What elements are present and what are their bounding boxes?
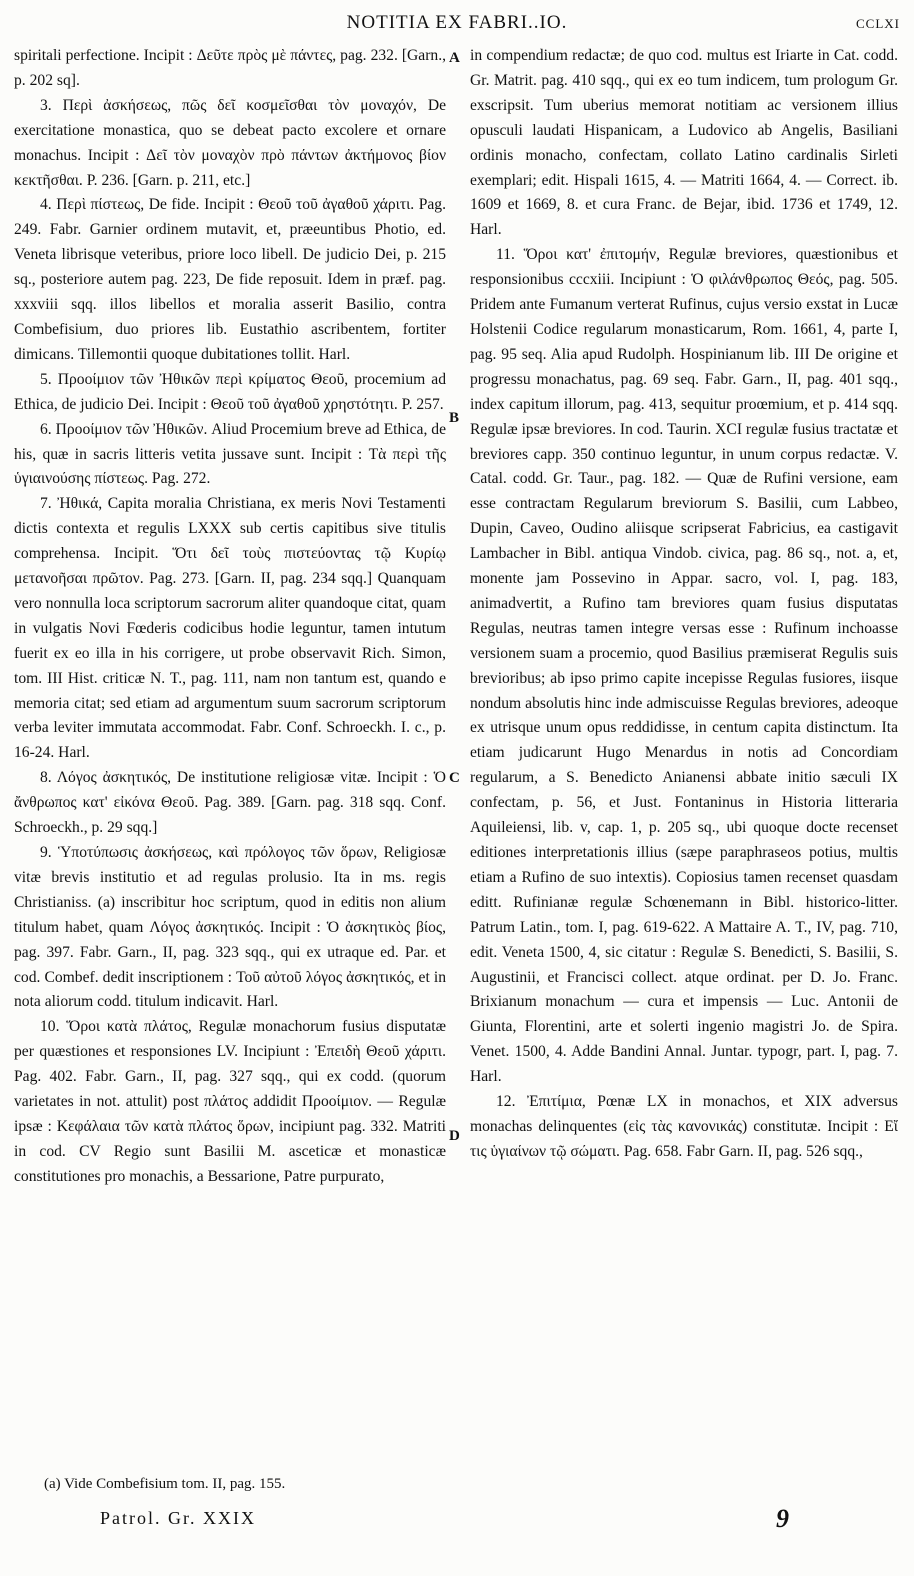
- right-column: [470, 44, 898, 1165]
- margin-marker-c: C: [449, 770, 460, 786]
- footnote: (a) Vide Combefisium tom. II, pag. 155.: [44, 1476, 286, 1492]
- printer-signature: 9: [776, 1504, 789, 1533]
- paragraph: 7. Ἠθικά, Capita moralia Christiana, ex meris Novi Testamenti dictis contexta et regulis LXXX sub certis capitibus sive titulis comprehensa. Incipit. Ὅτι δεῖ τοὺς πιστεύοντας τῷ Κυρίῳ μετανοῆσαι πρῶτον. Pag. 273. [Garn. II, pag. 234 sqq.] Quanquam vero nonnulla loca scriptorum sacrorum aliter quandoque citat, quam in vulgatis Novi Fœderis codicibus hodie leguntur, tamen intutum fuerit ex eo illa in his corrigere, ut probe observavit Rich. Simon, tom. III Hist. criticæ N. T., pag. 111, nam non tantum est, quando e memoria citat; sed etiam ad argumentum suum sacrorum scriptorum verba leviter immutata accommodat. Fabr. Conf. Schroeckh. I. c., p. 16-24. Harl.: [14, 495, 446, 762]
- margin-marker-a: A: [449, 50, 460, 66]
- page-header: [0, 12, 914, 42]
- margin-marker-d: D: [449, 1128, 460, 1144]
- paragraph: 4. Περὶ πίστεως, De fide. Incipit : Θεοῦ τοῦ ἀγαθοῦ χάριτι. Pag. 249. Fabr. Garnier ordinem mutavit, et, præeuntibus Photio, ed. Veneta librisque veteribus, priore loco libell. De judicio Dei, p. 215 sq., posteriore autem pag. 223, De fide reposuit. Idem in præf. pag. xxxviii sqq. illos libellos et moralia asserit Basilio, contra Combefisium, duo priores lib. Eustathio ascribentem, fortiter dimicans. Tillemontii quoque dubitationes tollit. Harl.: [14, 196, 446, 363]
- paragraph: 10. Ὅροι κατὰ πλάτος, Regulæ monachorum fusius disputatæ per quæstiones et responsiones LV. Incipiunt : Ἐπειδὴ Θεοῦ χάριτι. Pag. 402. Fabr. Garn., II, pag. 327 sqq., qui ex codd. (quorum varietates in not. attulit) post πλάτος addidit Προοίμιον. — Regulæ ipsæ : Κεφάλαια τῶν κατὰ πλάτος ὅρων, incipiunt pag. 332. Matriti in cod. CV Regio sunt Basilii M. asceticæ et monasticæ constitutiones pro monachis, a Bessarione, Patre purpurato,: [14, 1018, 446, 1185]
- paragraph: 9. Ὑποτύπωσις ἀσκήσεως, καὶ πρόλογος τῶν ὅρων, Religiosæ vitæ brevis institutio et ad regulas prolusio. Ita in ms. regis Christianiss. (a) inscribitur hoc scriptum, quod in editis non alium titulum habet, quam Λόγος ἀσκητικός. Incipit : Ὁ ἀσκητικὸς βίος, pag. 397. Fabr. Garn., II, pag. 323 sqq., qui ex utraque ed. Par. et cod. Combef. dedit inscriptionem : Τοῦ αὐτοῦ λόγος ἀσκητικός, et in nota aliorum codd. titulum indicavit. Harl.: [14, 844, 446, 1011]
- paragraph: in compendium redactæ; de quo cod. multus est Iriarte in Cat. codd. Gr. Matrit. pag. 410 sqq., qui ex eo tum indicem, tum prologum Gr. exscripsit. Tum uberius memorat notitiam ac versionem illius opusculi laudati Hispanicam, a Ludovico ab Angelis, Basiliani ordinis monacho, confectam, collato Latino cardinalis Sirleti exemplari; edit. Hispali 1615, 4. — Matriti 1664, 4. — Correct. ib. 1609 et 1669, 8. et cura Franc. de Bejar, ibid. 1736 et 1749, 12. Harl.: [470, 47, 898, 239]
- paragraph: spiritali perfectione. Incipit : Δεῦτε πρὸς μὲ πάντες, pag. 232. [Garn., p. 202 sq].: [14, 47, 446, 89]
- running-title: NOTITIA EX FABRI..IO.: [346, 12, 568, 33]
- paragraph: 6. Προοίμιον τῶν Ἠθικῶν. Aliud Procemium breve ad Ethica, de his, quæ in sacris litteris vetita jussave sunt. Incipit : Τὰ περὶ τῆς ὑγιαινούσης πίστεως. Pag. 272.: [14, 420, 446, 488]
- series-title: Patrol. Gr. XXIX: [100, 1508, 256, 1528]
- margin-marker-b: B: [449, 410, 460, 426]
- paragraph: 8. Λόγος ἀσκητικός, De institutione religiosæ vitæ. Incipit : Ὁ ἄνθρωπος κατ' εἰκόνα Θεοῦ. Pag. 389. [Garn. pag. 318 sqq. Conf. Schroeckh., p. 29 sqq.]: [14, 769, 446, 837]
- paragraph: 12. Ἐπιτίμια, Pœnæ LX in monachos, et XIX adversus monachas delinquentes (εἰς τὰς κανονικάς) constitutæ. Incipit : Εἴ τις ὑγιαίνων τῷ σώματι. Pag. 658. Fabr Garn. II, pag. 526 sqq.,: [470, 1093, 898, 1160]
- paragraph: 11. Ὅροι κατ' ἐπιτομήν, Regulæ breviores, quæstionibus et responsionibus cccxiii. Incipiunt : Ὁ φιλάνθρωπος Θεός, pag. 505. Pridem ante Fumanum verterat Rufinus, cujus versio exstat in Lucæ Holstenii Codice regularum monasticarum, Rom. 1661, 4, parte I, pag. 95 seq. Alia apud Rudolph. Hospinianum lib. III De origine et progressu monachatus, pag. 69 seq. Fabr. Garn., II, pag. 401 sqq., index capitum illorum, pag. 413, sequitur proœmium, et p. 414 sqq. Regulæ ipsæ breviores. In cod. Taurin. XCI regulæ fusius tractatæ et breviores capp. 350 continuo leguntur, in unum corpus redactæ. V. Catal. codd. Gr. Taur., pag. 182. — Quæ de Rufini versione, eam esse contractam Regularum breviorum S. Basilii, cum Labbeo, Dupin, Caveo, Oudino aliisque scripserat Fabricius, ea castigavit Lambacher in Bibl. antiqua Vindob. civica, pag. 86 sq., not. a, et, monente jam Possevino in Appar. sacro, vol. I, pag. 183, animadvertit, a Rufino tam breviores quam fusius disputatas Regulas, neutras tamen integre versas esse : Rufinum inchoasse versionem suam a procemio, quod Basilius præmiserat Regulis suis brevioribus; ab ipso primo capite incepisse Regulas fusiores, iisque nondum absolutis hinc inde admiscuisse Regulas breviores, adeoque ex utrisque unum opus reddidisse, in centum capita distinctum. Ita etiam judicarunt Hugo Menardus in notis ad Concordiam regularum, a S. Benedicto Anianensi abbate initio sæculi IX confectam, p. 56, et Just. Fontaninus in Historia litteraria Aquileiensi, lib. v, cap. 1, p. 205 sq., ubi quoque docte recenset editiones interpretationis illius (sæpe paraphraseos potius, multis etiam a Rufino de suo intextis). Copiosius tamen recenset quasdam editt. Rufinianæ regulæ Schœnemann in Bibl. historico-litter. Patrum Latin., tom. I, pag. 619-622. A Mattaire A. T., IV, pag. 710, edit. Veneta 1500, 4, sic citatur : Regulæ S. Benedicti, S. Basilii, S. Augustinii, et Francisci collect. atque ordinat. per D. Jo. Franc. Brixianum monachum — cura et impensis — Luc. Antonii de Giunta, Florentini, arte et solerti ingenio magistri Jo. de Spira. Venet. 1500, 4. Adde Bandini Annal. Juntar. typogr, part. I, pag. 7. Harl.: [470, 246, 898, 1086]
- paragraph: 5. Προοίμιον τῶν Ἠθικῶν περὶ κρίματος Θεοῦ, procemium ad Ethica, de judicio Dei. Incipit : Θεοῦ τοῦ ἀγαθοῦ χρηστότητι. P. 257.: [14, 370, 446, 413]
- left-column: [14, 44, 446, 1190]
- page-number: CCLXI: [856, 16, 900, 31]
- paragraph: 3. Περὶ ἀσκήσεως, πῶς δεῖ κοσμεῖσθαι τὸν μοναχόν, De exercitatione monastica, quo se debeat pacto excolere et ornare monachus. Incipit : Δεῖ τὸν μοναχὸν πρὸ πάντων ἀκτήμονος βίον κεκτῆσθαι. P. 236. [Garn. p. 211, etc.]: [14, 96, 446, 189]
